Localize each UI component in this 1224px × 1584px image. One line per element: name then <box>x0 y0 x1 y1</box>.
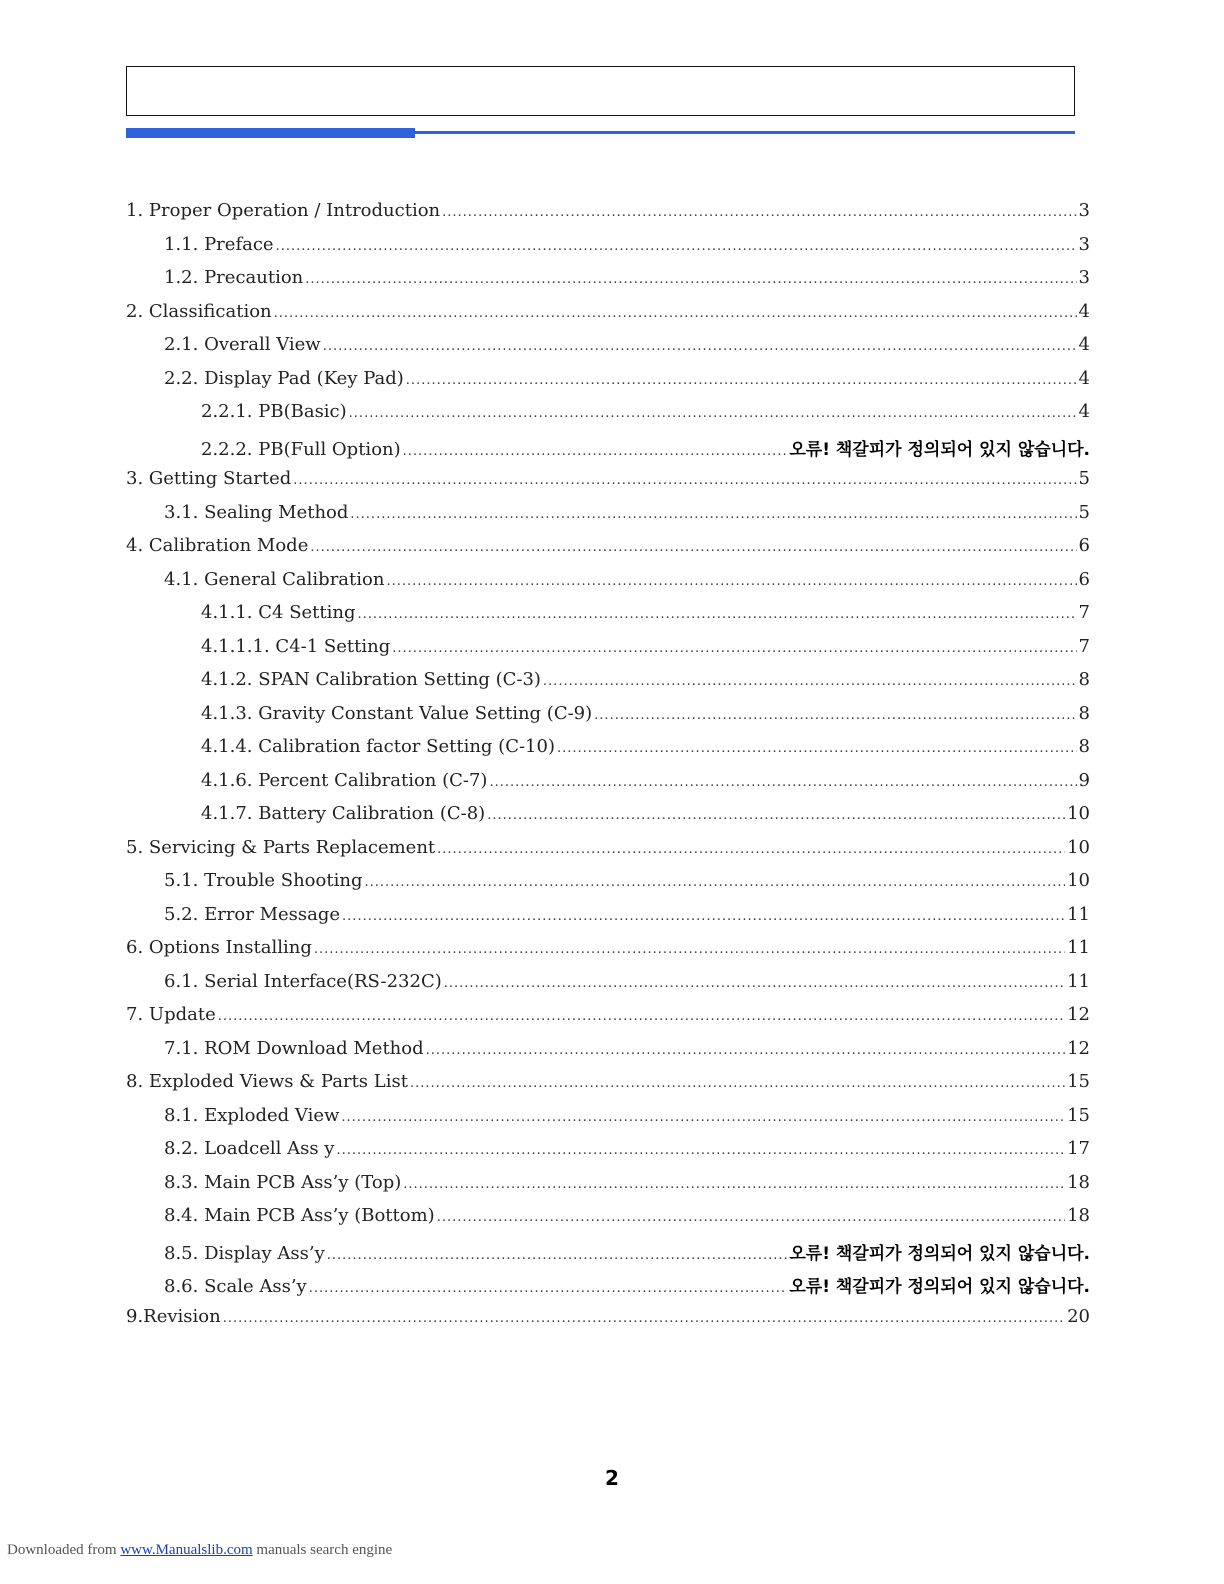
toc-dot-leader <box>594 708 1076 723</box>
toc-entry-page: 8 <box>1078 702 1090 724</box>
toc-entry[interactable] <box>126 267 1090 301</box>
toc-dot-leader <box>437 1210 1065 1225</box>
toc-entry-page: 7 <box>1078 635 1090 657</box>
toc-entry-page: 11 <box>1067 903 1090 925</box>
toc-entry-bookmark-error: 오류! 책갈피가 정의되어 있지 않습니다. <box>789 1243 1090 1264</box>
toc-dot-leader <box>426 1043 1065 1058</box>
toc-entry-page: 12 <box>1067 1004 1090 1025</box>
toc-entry[interactable] <box>126 937 1090 971</box>
footer-prefix: Downloaded from <box>7 1542 117 1558</box>
toc-entry[interactable] <box>126 1306 1090 1340</box>
toc-entry-title: 4.1.1.1. C4-1 Setting <box>201 635 391 657</box>
header-rule <box>415 131 1075 134</box>
toc-entry[interactable] <box>126 1239 1090 1273</box>
toc-entry-page: 10 <box>1067 836 1090 858</box>
toc-entry-page: 8 <box>1078 669 1090 690</box>
toc-entry-title: 2.2. Display Pad (Key Pad) <box>164 367 404 389</box>
toc-dot-leader <box>406 373 1077 388</box>
toc-entry-page: 6 <box>1078 535 1090 556</box>
toc-entry-title: 4.1.7. Battery Calibration (C-8) <box>201 803 486 824</box>
footer <box>7 1542 392 1559</box>
toc-entry-title: 2. Classification <box>126 300 272 322</box>
toc-entry[interactable] <box>126 1038 1090 1072</box>
toc-entry[interactable] <box>126 502 1090 536</box>
toc-entry-title: 2.1. Overall View <box>164 334 321 355</box>
toc-entry-title: 5. Servicing & Parts Replacement <box>126 836 436 858</box>
toc-entry[interactable] <box>126 1105 1090 1139</box>
toc-dot-leader <box>276 239 1077 254</box>
toc-entry-bookmark-error: 오류! 책갈피가 정의되어 있지 않습니다. <box>789 439 1090 460</box>
toc-entry[interactable] <box>126 1172 1090 1206</box>
toc-dot-leader <box>223 1311 1065 1326</box>
toc-entry[interactable] <box>126 234 1090 268</box>
toc-entry-title: 4.1.2. SPAN Calibration Setting (C-3) <box>201 669 541 690</box>
toc-entry-page: 7 <box>1078 602 1090 623</box>
toc-entry-title: 7. Update <box>126 1004 216 1025</box>
toc-entry-page: 12 <box>1067 1037 1090 1059</box>
toc-entry-page: 15 <box>1067 1104 1090 1126</box>
toc-entry[interactable] <box>126 669 1090 703</box>
toc-entry[interactable] <box>126 971 1090 1005</box>
toc-dot-leader <box>305 272 1076 287</box>
toc-entry[interactable] <box>126 803 1090 837</box>
toc-entry[interactable] <box>126 837 1090 871</box>
toc-dot-leader <box>218 1009 1065 1024</box>
toc-entry[interactable] <box>126 569 1090 603</box>
page-number: 2 <box>605 1466 619 1490</box>
toc-entry-title: 8.2. Loadcell Ass y <box>164 1138 335 1159</box>
toc-dot-leader <box>543 674 1077 689</box>
toc-entry-page: 10 <box>1067 803 1090 824</box>
toc-entry-page: 9 <box>1078 769 1090 791</box>
header-accent-bar <box>126 128 415 138</box>
toc-entry-title: 8.1. Exploded View <box>164 1104 340 1126</box>
toc-entry-title: 4.1.1. C4 Setting <box>201 602 356 623</box>
toc-entry-title: 1.1. Preface <box>164 233 274 255</box>
toc-entry-title: 8.3. Main PCB Ass’y (Top) <box>164 1171 402 1193</box>
toc-entry-page: 18 <box>1067 1205 1090 1226</box>
toc-dot-leader <box>323 339 1077 354</box>
toc-dot-leader <box>327 1248 788 1263</box>
toc-entry-title: 7.1. ROM Download Method <box>164 1037 424 1059</box>
toc-entry-page: 4 <box>1078 367 1090 389</box>
manualslib-link[interactable]: www.Manualslib.com <box>120 1542 253 1558</box>
toc-entry-title: 8.4. Main PCB Ass’y (Bottom) <box>164 1205 435 1226</box>
toc-entry[interactable] <box>126 200 1090 234</box>
toc-entry[interactable] <box>126 368 1090 402</box>
toc-entry[interactable] <box>126 401 1090 435</box>
toc-entry[interactable] <box>126 468 1090 502</box>
toc-entry[interactable] <box>126 301 1090 335</box>
toc-dot-leader <box>309 1281 788 1296</box>
toc-entry-title: 4. Calibration Mode <box>126 535 309 556</box>
toc-dot-leader <box>350 507 1076 522</box>
toc-entry-title: 5.2. Error Message <box>164 903 341 925</box>
toc-entry[interactable] <box>126 770 1090 804</box>
toc-entry-title: 4.1.4. Calibration factor Setting (C-10) <box>201 736 555 757</box>
toc-entry-title: 4.1. General Calibration <box>164 568 385 590</box>
toc-dot-leader <box>487 808 1065 823</box>
toc-entry[interactable] <box>126 1071 1090 1105</box>
toc-entry-title: 4.1.3. Gravity Constant Value Setting (C-9) <box>201 702 593 724</box>
toc-entry[interactable] <box>126 1205 1090 1239</box>
toc-entry-page: 10 <box>1067 870 1090 891</box>
toc-dot-leader <box>358 607 1077 622</box>
toc-dot-leader <box>444 976 1065 991</box>
toc-entry-title: 5.1. Trouble Shooting <box>164 870 363 891</box>
toc-entry[interactable] <box>126 904 1090 938</box>
toc-entry-page: 17 <box>1067 1138 1090 1159</box>
toc-entry[interactable] <box>126 1138 1090 1172</box>
toc-entry[interactable] <box>126 636 1090 670</box>
table-of-contents <box>126 200 1090 1339</box>
toc-dot-leader <box>341 1110 1065 1125</box>
toc-entry-page: 8 <box>1078 736 1090 757</box>
toc-entry-page: 5 <box>1078 468 1090 489</box>
toc-dot-leader <box>274 306 1077 321</box>
header-box <box>126 66 1075 116</box>
toc-dot-leader <box>293 473 1076 488</box>
footer-suffix: manuals search engine <box>256 1542 393 1558</box>
toc-entry-title: 3.1. Sealing Method <box>164 501 349 523</box>
toc-dot-leader <box>437 842 1065 857</box>
toc-dot-leader <box>342 909 1065 924</box>
toc-entry-title: 8. Exploded Views & Parts List <box>126 1071 408 1092</box>
toc-entry-title: 8.5. Display Ass’y <box>164 1242 325 1264</box>
toc-entry-page: 4 <box>1078 300 1090 322</box>
toc-dot-leader <box>410 1076 1065 1091</box>
toc-dot-leader <box>557 741 1077 756</box>
toc-entry-title: 9.Revision <box>126 1305 221 1327</box>
toc-entry-title: 6.1. Serial Interface(RS-232C) <box>164 970 442 992</box>
toc-entry[interactable] <box>126 435 1090 469</box>
toc-dot-leader <box>314 942 1065 957</box>
toc-entry-page: 3 <box>1078 233 1090 255</box>
toc-entry-page: 4 <box>1078 334 1090 355</box>
toc-dot-leader <box>349 406 1077 421</box>
toc-entry[interactable] <box>126 1004 1090 1038</box>
toc-entry[interactable] <box>126 334 1090 368</box>
toc-dot-leader <box>442 205 1076 220</box>
toc-entry[interactable] <box>126 602 1090 636</box>
toc-entry-page: 3 <box>1078 200 1090 221</box>
toc-entry-title: 4.1.6. Percent Calibration (C-7) <box>201 769 488 791</box>
toc-dot-leader <box>403 1177 1065 1192</box>
toc-dot-leader <box>403 444 788 459</box>
toc-entry-page: 18 <box>1067 1171 1090 1193</box>
toc-entry-page: 11 <box>1067 970 1090 992</box>
toc-entry-title: 6. Options Installing <box>126 937 312 958</box>
toc-entry-title: 1. Proper Operation / Introduction <box>126 200 441 221</box>
toc-dot-leader <box>489 775 1076 790</box>
toc-entry-page: 4 <box>1078 401 1090 422</box>
toc-entry-bookmark-error: 오류! 책갈피가 정의되어 있지 않습니다. <box>789 1277 1090 1297</box>
toc-entry[interactable] <box>126 736 1090 770</box>
toc-entry[interactable] <box>126 1272 1090 1306</box>
toc-dot-leader <box>310 540 1076 555</box>
toc-entry[interactable] <box>126 535 1090 569</box>
toc-dot-leader <box>392 641 1076 656</box>
toc-entry-title: 3. Getting Started <box>126 468 292 489</box>
toc-dot-leader <box>336 1143 1065 1158</box>
toc-entry-page: 11 <box>1067 937 1090 958</box>
toc-entry-title: 1.2. Precaution <box>164 267 304 288</box>
toc-entry-title: 2.2.2. PB(Full Option) <box>201 438 401 460</box>
toc-dot-leader <box>364 875 1065 890</box>
toc-entry[interactable] <box>126 870 1090 904</box>
toc-entry-page: 15 <box>1067 1071 1090 1092</box>
toc-entry-title: 8.6. Scale Ass’y <box>164 1276 307 1297</box>
toc-entry-page: 5 <box>1078 501 1090 523</box>
toc-entry-page: 6 <box>1078 568 1090 590</box>
toc-entry[interactable] <box>126 703 1090 737</box>
toc-entry-page: 20 <box>1067 1305 1090 1327</box>
toc-entry-title: 2.2.1. PB(Basic) <box>201 401 347 422</box>
toc-entry-page: 3 <box>1078 267 1090 288</box>
toc-dot-leader <box>386 574 1076 589</box>
